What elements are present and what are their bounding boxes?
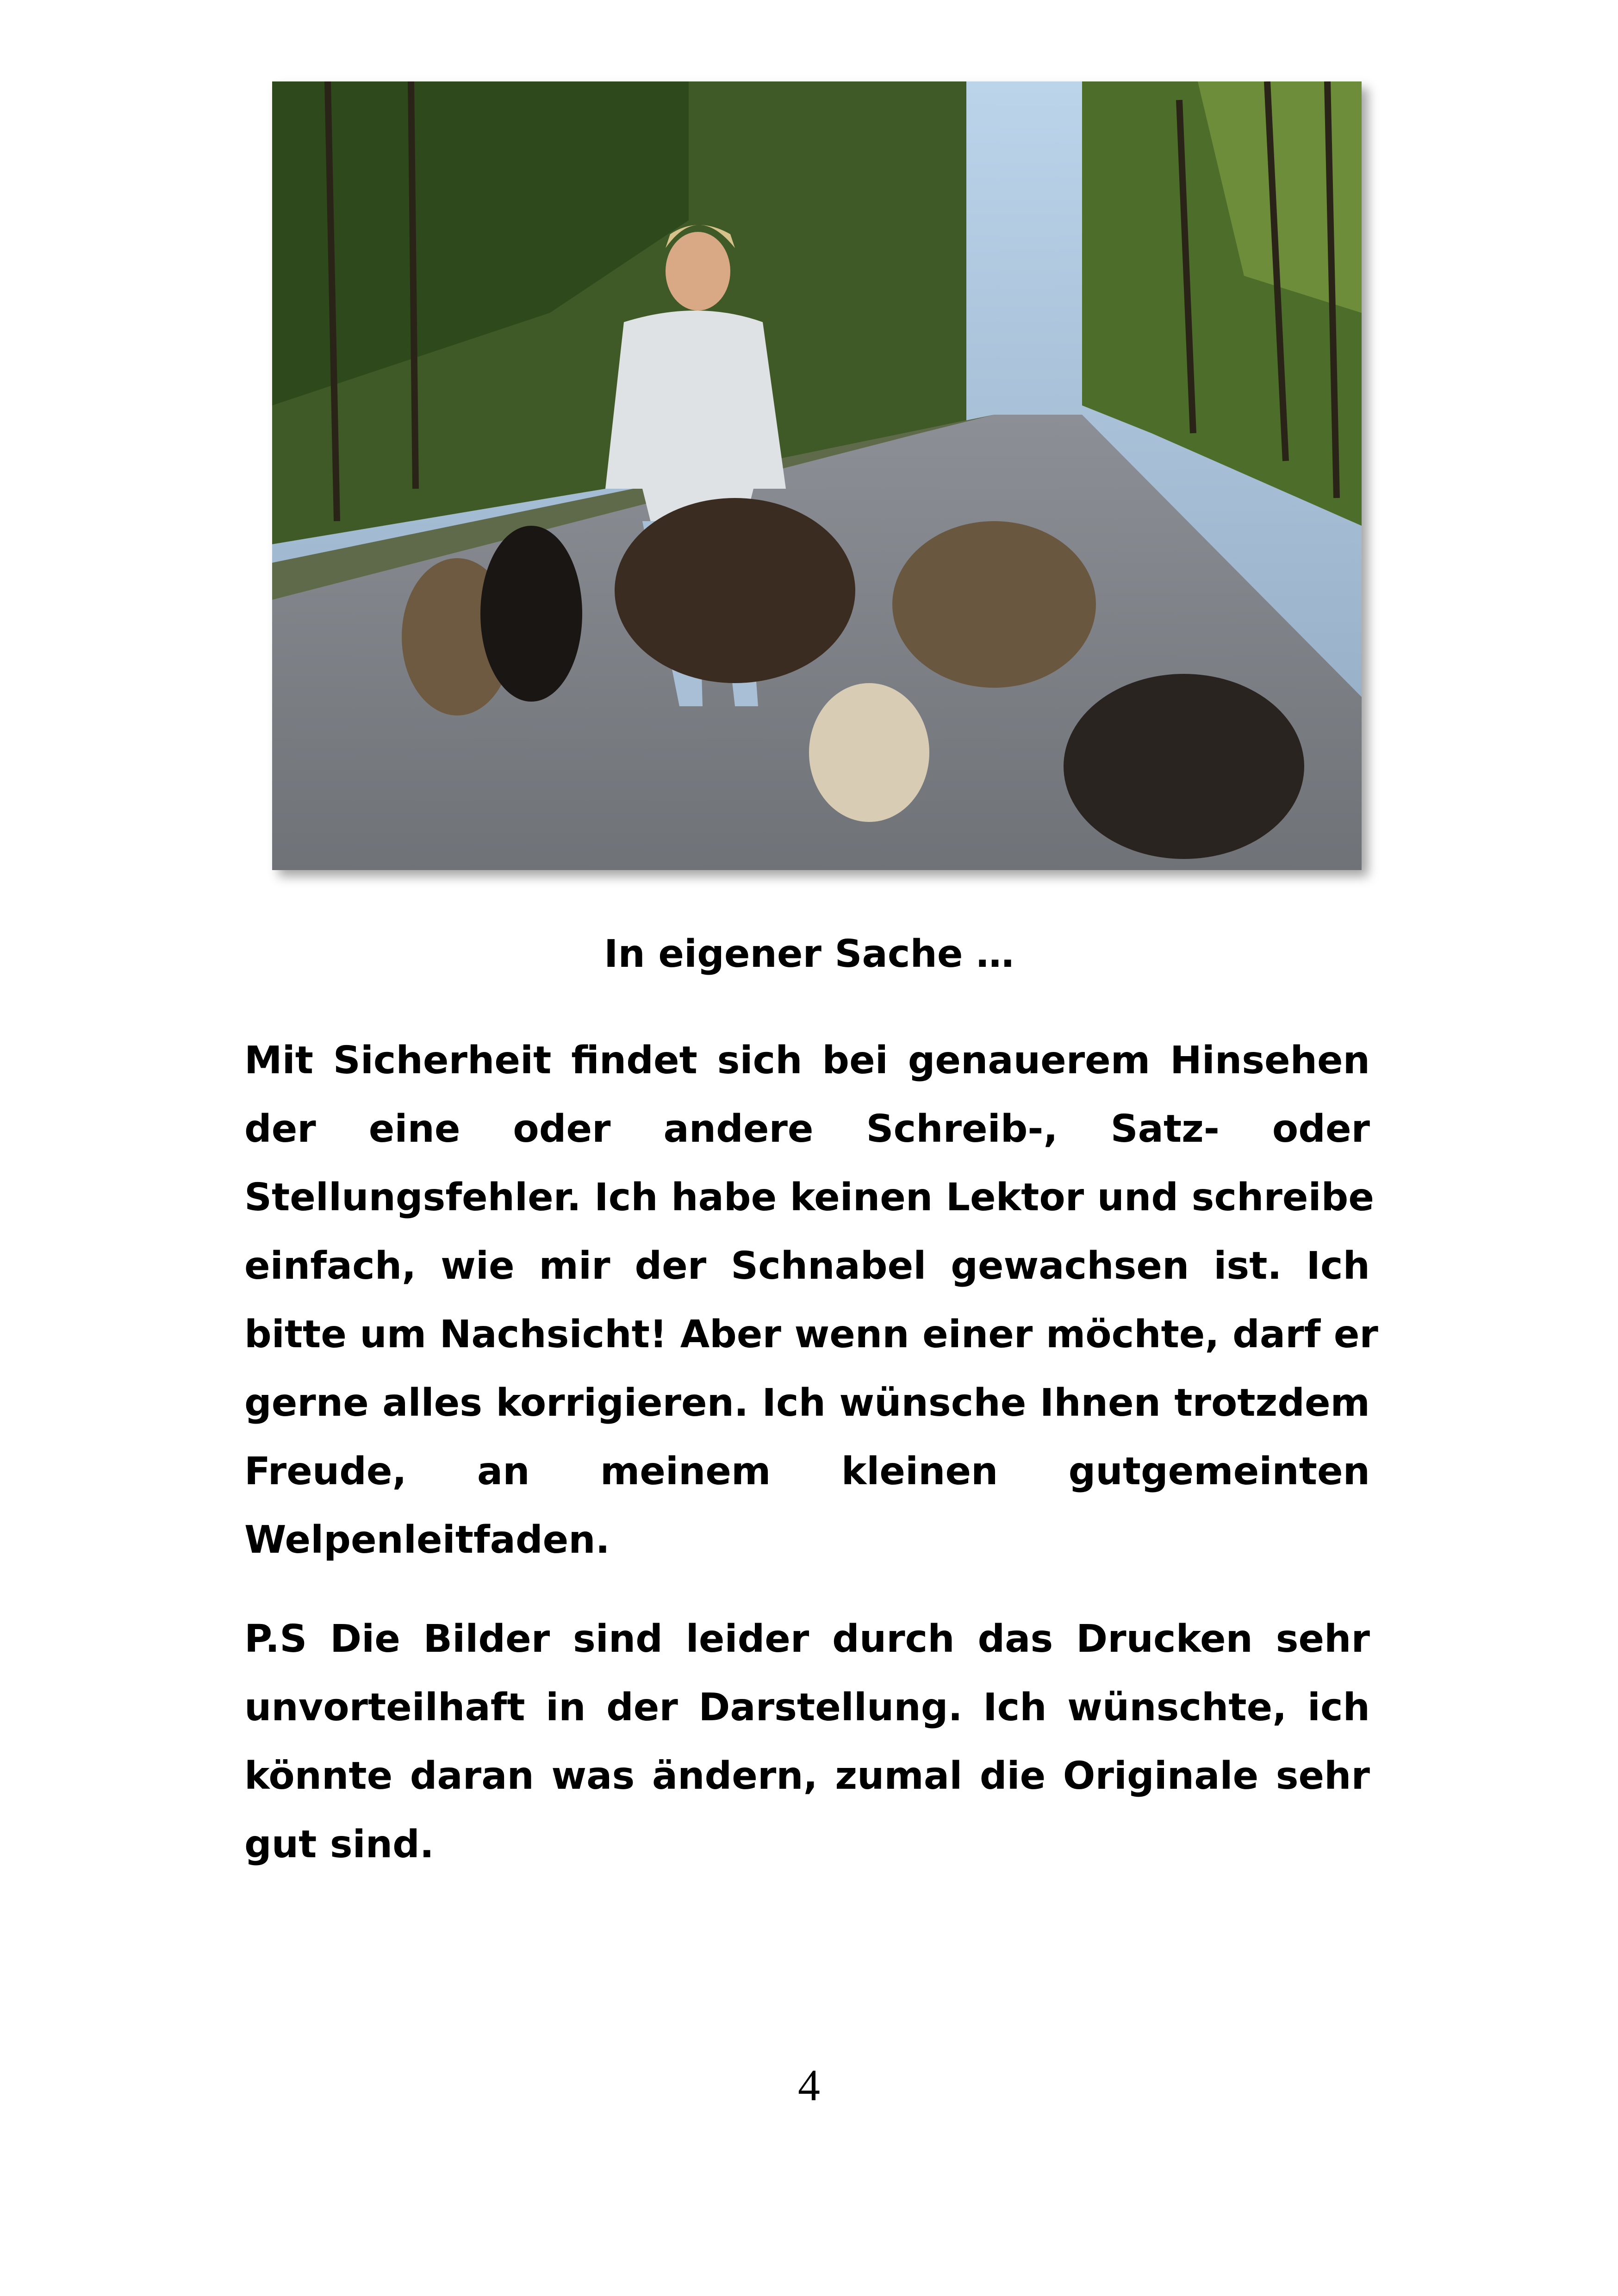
photo-woman-with-dogs xyxy=(272,81,1362,870)
paragraph-line: P.S Die Bilder sind leider durch das Drucken sehr xyxy=(244,1617,1370,1661)
paragraph-errata xyxy=(244,1027,1378,1574)
paragraph-line: bitte um Nachsicht! Aber wenn einer möchte, darf er xyxy=(244,1313,1378,1356)
paragraph-line: der eine oder andere Schreib-, Satz- oder xyxy=(244,1107,1370,1151)
paragraph-postscript xyxy=(244,1605,1370,1879)
paragraph-line: Stellungsfehler. Ich habe keinen Lektor und schreibe xyxy=(244,1176,1374,1220)
paragraph-line: unvorteilhaft in der Darstellung. Ich wünschte, ich xyxy=(244,1686,1370,1730)
paragraph-line: gerne alles korrigieren. Ich wünsche Ihnen trotzdem xyxy=(244,1381,1370,1425)
page-number: 4 xyxy=(798,2060,820,2110)
paragraph-line: Freude, an meinem kleinen gutgemeinten xyxy=(244,1450,1370,1493)
paragraph-line: einfach, wie mir der Schnabel gewachsen ist. Ich xyxy=(244,1244,1370,1288)
paragraph-line: Welpenleitfaden. xyxy=(244,1518,610,1562)
caption: In eigener Sache … xyxy=(604,932,1014,976)
paragraph-line: gut sind. xyxy=(244,1823,434,1867)
paragraph-line: könnte daran was ändern, zumal die Originale sehr xyxy=(244,1754,1370,1798)
photo-illustration xyxy=(272,81,1362,870)
paragraph-line: Mit Sicherheit findet sich bei genauerem Hinsehen xyxy=(244,1039,1370,1083)
